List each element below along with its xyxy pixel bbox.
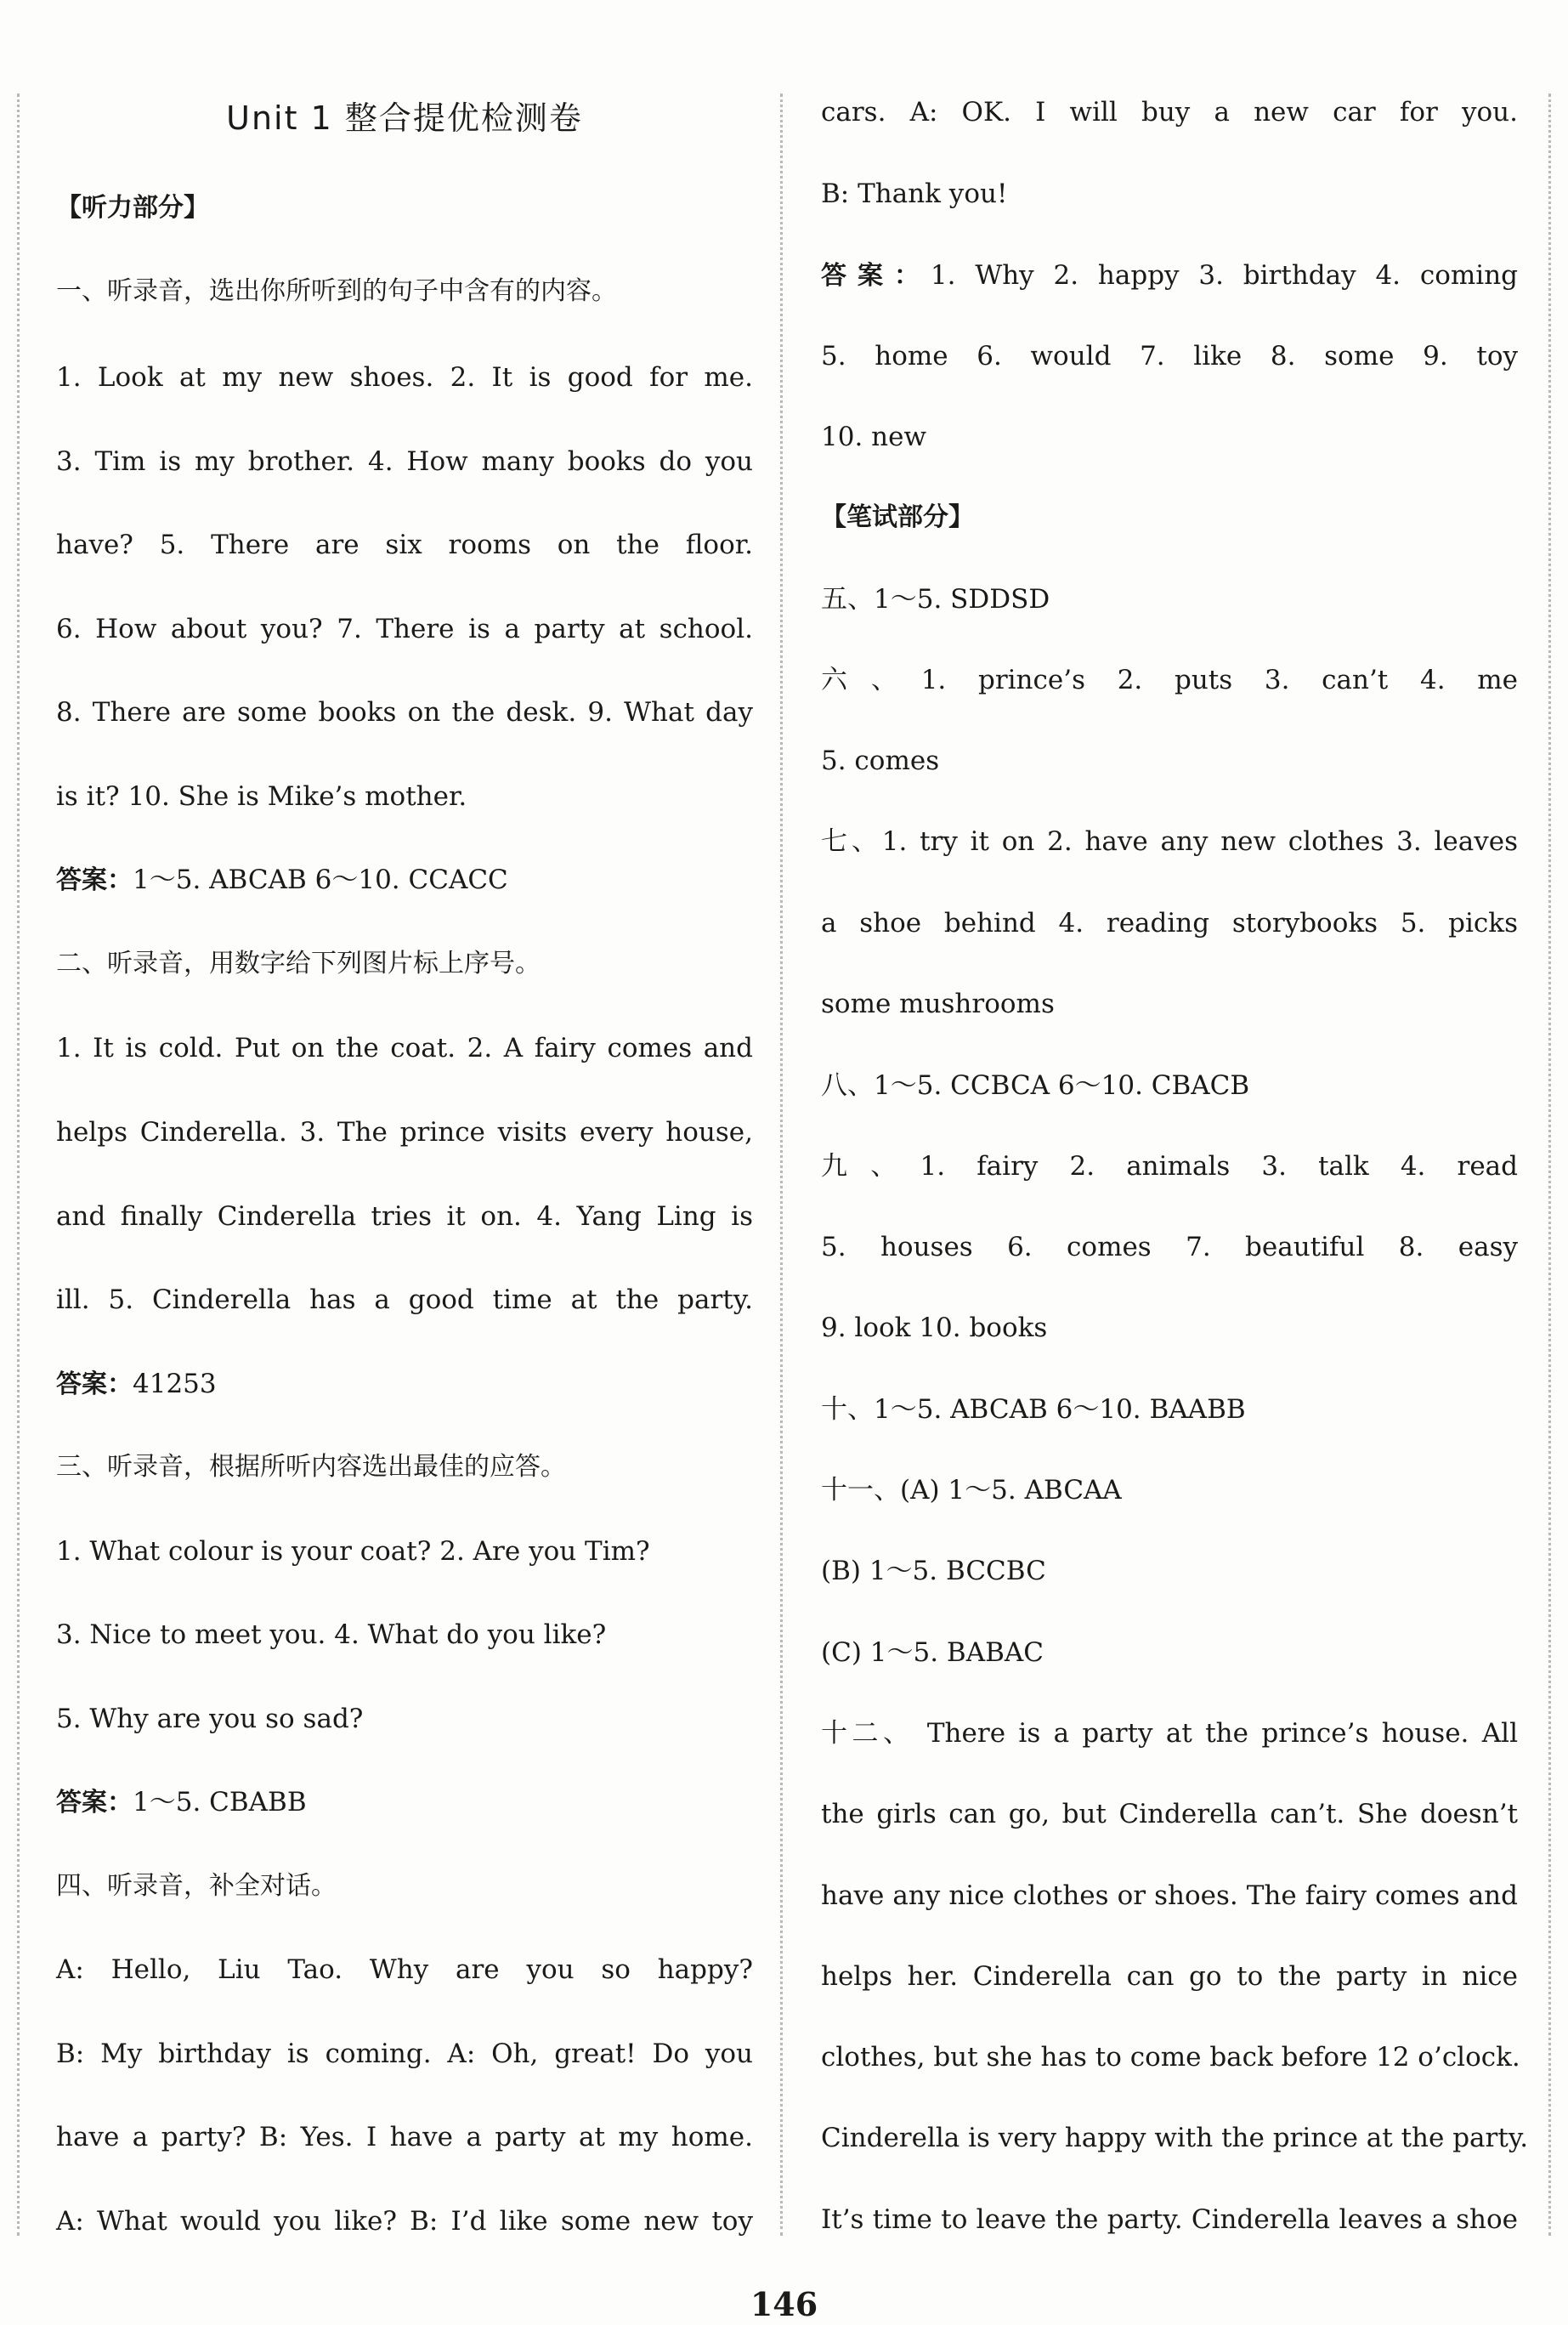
section-3-line: 3. Nice to meet you. 4. What do you like? xyxy=(56,1619,607,1650)
section-2-title: 二、听录音，用数字给下列图片标上序号。 xyxy=(56,949,541,978)
section-1-line: 1. Look at my new shoes. 2. It is good for me. xyxy=(56,362,753,393)
section-4-title: 四、听录音，补全对话。 xyxy=(56,1871,337,1901)
answer-value: 1～5. CBABB xyxy=(133,1787,307,1817)
page-number: 146 xyxy=(750,2285,818,2323)
section-6-answer: 六、1. prince’s 2. puts 3. can’t 4. me xyxy=(821,665,1518,695)
page-title: Unit 1 整合提优检测卷 xyxy=(226,99,583,137)
section-3-line: 5. Why are you so sad? xyxy=(56,1704,364,1734)
answer-label: 答案： xyxy=(56,1369,133,1399)
answer-label: 答案： xyxy=(56,865,133,895)
section-4-line: A: Hello, Liu Tao. Why are you so happy? xyxy=(56,1954,753,1985)
section-4-line: cars. A: OK. I will buy a new car for you. xyxy=(821,97,1518,128)
section-7-answer: 七、1. try it on 2. have any new clothes 3. leaves xyxy=(821,826,1518,857)
section-6-answer: 5. comes xyxy=(821,746,940,776)
section-2-line: ill. 5. Cinderella has a good time at the party. xyxy=(56,1284,753,1315)
section-1-line: 6. How about you? 7. There is a party at school. xyxy=(56,614,753,644)
section-4-line: have a party? B: Yes. I have a party at my home. xyxy=(56,2122,753,2152)
section-5-answer: 五、1～5. SDDSD xyxy=(821,584,1050,615)
section-12-answer: It’s time to leave the party. Cinderella leaves a shoe xyxy=(821,2204,1518,2235)
section-3-title: 三、听录音，根据所听内容选出最佳的应答。 xyxy=(56,1452,566,1482)
right-margin-dotted-line xyxy=(1548,94,1551,2236)
section-12-answer: clothes, but she has to come back before 12 o’clock. xyxy=(821,2042,1520,2073)
section-4-line: B: My birthday is coming. A: Oh, great! Do you xyxy=(56,2039,753,2069)
section-4-answer-line: 10. new xyxy=(821,422,926,452)
answer-value: 1～5. ABCAB 6～10. CCACC xyxy=(133,865,508,895)
section-9-answer: 9. look 10. books xyxy=(821,1313,1048,1343)
section-12-answer: have any nice clothes or shoes. The fairy comes and xyxy=(821,1880,1518,1911)
answer-value: 41253 xyxy=(133,1369,217,1399)
section-4-line: A: What would you like? B: I’d like some new toy xyxy=(56,2206,753,2237)
section-4-answer xyxy=(821,258,1518,294)
answer-value: 1. Why 2. happy 3. birthday 4. coming xyxy=(930,260,1518,291)
section-1-line: have? 5. There are six rooms on the floor. xyxy=(56,530,753,560)
section-11-answer-c: (C) 1～5. BABAC xyxy=(821,1637,1044,1668)
written-section-header: 【笔试部分】 xyxy=(821,502,974,532)
section-8-answer: 八、1～5. CCBCA 6～10. CBACB xyxy=(821,1070,1250,1101)
section-12-answer: 十二、 There is a party at the prince’s house. All xyxy=(821,1718,1518,1749)
section-12-answer: Cinderella is very happy with the prince at the party. xyxy=(821,2123,1529,2153)
section-12-answer: helps her. Cinderella can go to the party in nice xyxy=(821,1961,1518,1992)
section-9-answer: 5. houses 6. comes 7. beautiful 8. easy xyxy=(821,1232,1518,1262)
section-3-answer xyxy=(56,1784,753,1821)
section-9-answer: 九、1. fairy 2. animals 3. talk 4. read xyxy=(821,1151,1518,1182)
answer-label: 答案： xyxy=(821,261,931,291)
section-2-line: helps Cinderella. 3. The prince visits every house, xyxy=(56,1117,753,1148)
listening-section-header: 【听力部分】 xyxy=(56,193,209,223)
section-10-answer: 十、1～5. ABCAB 6～10. BAABB xyxy=(821,1394,1246,1425)
section-7-answer: some mushrooms xyxy=(821,989,1055,1019)
section-2-line: and finally Cinderella tries it on. 4. Yang Ling is xyxy=(56,1201,753,1232)
section-11-answer-a: 十一、(A) 1～5. ABCAA xyxy=(821,1475,1122,1506)
section-1-answer xyxy=(56,862,753,899)
section-1-title: 一、听录音，选出你所听到的句子中含有的内容。 xyxy=(56,276,617,306)
section-1-line: 8. There are some books on the desk. 9. What day xyxy=(56,697,753,728)
section-1-line: 3. Tim is my brother. 4. How many books do you xyxy=(56,446,753,477)
answer-label: 答案： xyxy=(56,1788,133,1817)
section-1-line: is it? 10. She is Mike’s mother. xyxy=(56,781,467,812)
section-12-answer: the girls can go, but Cinderella can’t. She doesn’t xyxy=(821,1799,1518,1829)
section-3-line: 1. What colour is your coat? 2. Are you Tim? xyxy=(56,1536,650,1567)
column-divider-dotted-line xyxy=(780,94,783,2236)
section-11-answer-b: (B) 1～5. BCCBC xyxy=(821,1556,1046,1586)
section-2-line: 1. It is cold. Put on the coat. 2. A fairy comes and xyxy=(56,1033,753,1063)
section-4-answer-line: 5. home 6. would 7. like 8. some 9. toy xyxy=(821,341,1518,371)
section-2-answer xyxy=(56,1366,753,1403)
left-margin-dotted-line xyxy=(17,94,20,2236)
section-4-line: B: Thank you! xyxy=(821,179,1008,209)
section-7-answer: a shoe behind 4. reading storybooks 5. picks xyxy=(821,908,1518,939)
